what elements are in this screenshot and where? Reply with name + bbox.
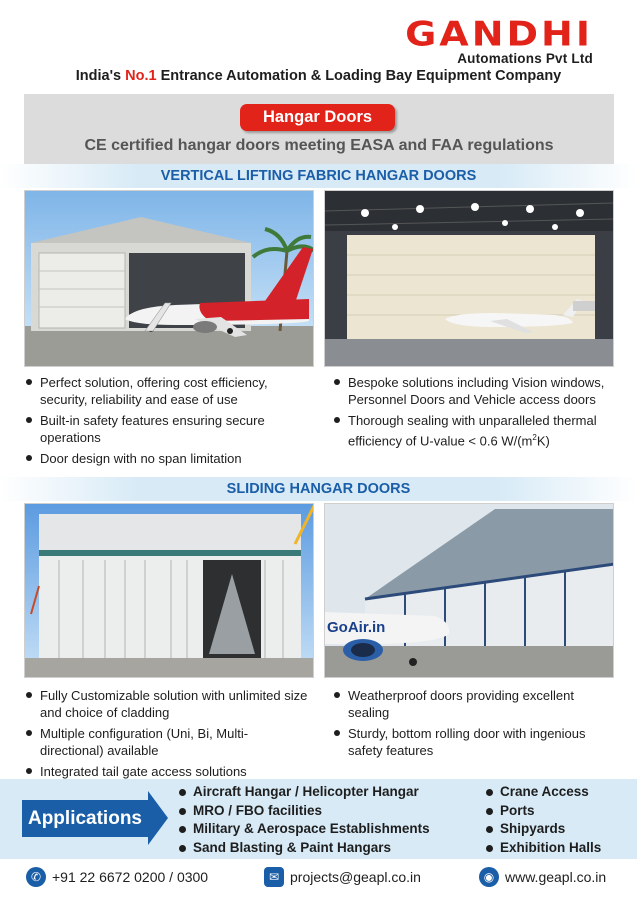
contact-email[interactable] — [264, 866, 421, 888]
phone-icon: ✆ — [26, 867, 46, 887]
contact-phone[interactable] — [26, 866, 208, 888]
sliding-bullets-left — [24, 687, 309, 784]
sliding-bullets-right — [332, 687, 612, 763]
sliding-goair-illustration — [325, 504, 614, 678]
hero-subtitle: CE certified hangar doors meeting EASA and FAA regulations — [84, 137, 554, 154]
envelope-icon: ✉ — [264, 867, 284, 887]
bullet-item: Multiple configuration (Uni, Bi, Multi-directional) available — [24, 725, 309, 759]
contact-website[interactable] — [479, 866, 606, 888]
tagline-prefix: India's — [75, 68, 126, 84]
bullet-item: Bespoke solutions including Vision windows, Personnel Doors and Vehicle access doors — [332, 374, 622, 408]
vertical-bullets-right — [332, 374, 622, 453]
photo-sliding-exterior — [24, 503, 314, 678]
thermal-superscript: 2 — [532, 433, 537, 442]
hangar-doors-pill: Hangar Doors — [240, 104, 395, 131]
bullet-item: Perfect solution, offering cost efficiency, security, reliability and ease of use — [24, 374, 299, 408]
globe-icon: ◉ — [479, 867, 499, 887]
application-item: Exhibition Halls — [485, 839, 625, 858]
application-item: Aircraft Hangar / Helicopter Hangar — [178, 783, 478, 802]
application-item: Shipyards — [485, 820, 625, 839]
vertical-interior-illustration — [325, 191, 614, 367]
phone-number: +91 22 6672 0200 / 0300 — [52, 869, 209, 885]
application-item: Crane Access — [485, 783, 625, 802]
bullet-item: Weatherproof doors providing excellent sealing — [332, 687, 612, 721]
bullet-item: Sturdy, bottom rolling door with ingenious safety features — [332, 725, 612, 759]
company-tagline — [0, 68, 637, 84]
logo-wordmark: GANDHI — [405, 14, 593, 54]
applications-list-primary — [178, 783, 478, 857]
bullet-item-thermal — [332, 412, 622, 449]
thermal-text: Thorough sealing with unparalleled thermal efficiency of U-value < 0.6 W/(m — [348, 413, 597, 449]
applications-list-secondary — [485, 783, 625, 857]
section-title-vertical-lifting: VERTICAL LIFTING FABRIC HANGAR DOORS — [0, 164, 637, 188]
photo-vertical-exterior — [24, 190, 314, 367]
sliding-exterior-illustration — [25, 504, 314, 678]
vertical-exterior-illustration — [25, 191, 314, 367]
company-logo — [405, 14, 593, 66]
photo-vertical-interior — [324, 190, 614, 367]
application-item: Ports — [485, 802, 625, 821]
tagline-highlight: No.1 — [125, 68, 157, 84]
tagline-suffix: Entrance Automation & Loading Bay Equipment Company — [156, 68, 562, 84]
bullet-item: Built-in safety features ensuring secure operations — [24, 412, 299, 446]
application-item: Military & Aerospace Establishments — [178, 820, 478, 839]
applications-arrow-icon — [148, 791, 168, 845]
application-item: MRO / FBO facilities — [178, 802, 478, 821]
photo-sliding-goair — [324, 503, 614, 678]
email-address: projects@geapl.co.in — [290, 869, 421, 885]
vertical-bullets-left — [24, 374, 299, 471]
thermal-text-end: K) — [536, 433, 550, 449]
logo-subtitle: Automations Pvt Ltd — [457, 51, 593, 66]
application-item: Sand Blasting & Paint Hangars — [178, 839, 478, 858]
applications-label: Applications — [22, 800, 148, 837]
website-url: www.geapl.co.in — [505, 869, 607, 885]
bullet-item: Integrated tail gate access solutions — [24, 763, 309, 780]
plane-livery-text: GoAir.in — [327, 619, 386, 636]
section-title-sliding: SLIDING HANGAR DOORS — [0, 477, 637, 501]
bullet-item: Fully Customizable solution with unlimited size and choice of cladding — [24, 687, 309, 721]
bullet-item: Door design with no span limitation — [24, 450, 299, 467]
